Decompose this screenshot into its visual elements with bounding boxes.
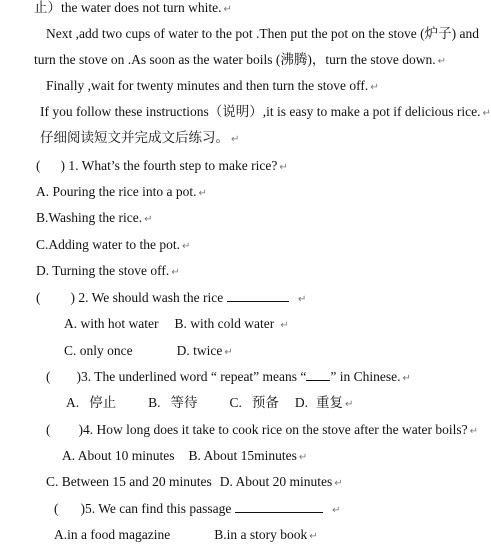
option-text: A. About 10 minutes	[62, 448, 175, 463]
option-text: C. Between 15 and 20 minutes	[46, 474, 212, 489]
return-mark-icon: ↵	[298, 452, 308, 463]
question-stem: 5. We can find this passage	[85, 501, 232, 516]
question-stem-tail: ” in Chinese.	[330, 369, 401, 384]
return-mark-icon: ↵	[345, 399, 354, 410]
instruction-line	[40, 130, 239, 148]
q1-option-a	[36, 184, 207, 202]
option-text: A.in a food magazine	[54, 527, 171, 542]
option-text: D. Turning the stove off.	[36, 263, 170, 278]
option-letter: B.	[148, 395, 161, 410]
option-text: A. Pouring the rice into a pot.	[36, 184, 197, 199]
return-mark-icon: ↵	[469, 426, 479, 437]
q4-options-row-2	[46, 474, 343, 492]
option-text: B. About 15minutes	[188, 448, 297, 463]
passage-line-3	[34, 52, 446, 70]
answer-paren-open: (	[36, 290, 41, 305]
answer-paren-open: (	[54, 501, 59, 516]
answer-blank	[306, 369, 330, 381]
return-mark-icon: ↵	[181, 241, 191, 252]
instruction-text: 仔细阅读短文并完成文后练习。	[40, 130, 229, 145]
option-text: B.in a story book	[214, 527, 308, 542]
option-letter: C.	[229, 395, 242, 410]
q1-option-d	[36, 263, 180, 281]
option-text: D. twice	[176, 343, 223, 358]
passage-line-2	[46, 26, 479, 42]
return-mark-icon: ↵	[223, 4, 232, 15]
passage-text: Finally ,wait for twenty minutes and then turn the stove off.	[46, 78, 369, 93]
question-5	[54, 501, 341, 519]
return-mark-icon: ↵	[298, 294, 307, 305]
q1-option-b	[36, 210, 153, 228]
option-text: 等待	[170, 395, 198, 410]
q3-options-row	[66, 395, 353, 413]
passage-text: Next ,add two cups of water to the pot .Then put the pot on the stove (炉子) and	[46, 26, 480, 41]
return-mark-icon: ↵	[482, 108, 491, 119]
q2-options-row-1	[64, 316, 289, 334]
q2-options-row-2	[64, 343, 233, 361]
answer-blank	[235, 501, 323, 513]
return-mark-icon: ↵	[171, 267, 180, 278]
question-2	[36, 290, 306, 308]
return-mark-icon: ↵	[402, 373, 411, 384]
return-mark-icon: ↵	[198, 188, 207, 199]
passage-line-4	[46, 78, 379, 96]
return-mark-icon: ↵	[280, 320, 289, 331]
passage-line-1	[34, 0, 232, 18]
return-mark-icon: ↵	[332, 505, 341, 516]
passage-text: 止）the water does not turn white.	[34, 0, 222, 15]
answer-paren-close: )	[78, 422, 83, 437]
return-mark-icon: ↵	[309, 531, 318, 542]
option-letter: D.	[294, 395, 309, 410]
passage-line-5	[40, 104, 491, 122]
option-text: B. with cold water	[174, 316, 275, 331]
q4-options-row-1	[62, 448, 307, 466]
return-mark-icon: ↵	[370, 82, 379, 93]
option-text: A. with hot water	[64, 316, 159, 331]
option-text: B.Washing the rice.	[36, 210, 143, 225]
passage-text: If you follow these instructions（说明）,it is easy to make a pot if delicious rice.	[40, 104, 481, 119]
question-stem: 2. We should wash the rice	[78, 290, 224, 305]
answer-paren-close: )	[60, 158, 65, 173]
option-text: 停止	[89, 395, 117, 410]
answer-paren-close: )	[70, 290, 75, 305]
answer-paren-close: )	[80, 501, 85, 516]
return-mark-icon: ↵	[437, 56, 446, 67]
passage-text: turn the stove on .As soon as the water boils (沸腾)，turn the stove down.	[34, 52, 436, 67]
answer-paren-close: )	[76, 369, 81, 384]
q1-option-c	[36, 237, 190, 255]
answer-paren-open: (	[36, 158, 41, 173]
return-mark-icon: ↵	[231, 134, 240, 145]
answer-paren-open: (	[46, 369, 51, 384]
return-mark-icon: ↵	[279, 162, 288, 173]
return-mark-icon: ↵	[334, 478, 343, 489]
option-text: 重复	[316, 395, 344, 410]
answer-paren-open: (	[46, 422, 51, 437]
q5-options-row	[54, 527, 318, 545]
question-stem: 3. The underlined word “ repeat” means “	[81, 369, 307, 384]
option-text: 预备	[251, 395, 279, 410]
return-mark-icon: ↵	[144, 214, 153, 225]
question-stem: 1. What’s the fourth step to make rice?	[68, 158, 278, 173]
answer-blank	[227, 290, 289, 302]
question-stem: 4. How long does it take to cook rice on the stove after the water boils?	[83, 422, 468, 437]
return-mark-icon: ↵	[224, 347, 233, 358]
option-text: D. About 20 minutes	[219, 474, 333, 489]
option-text: C.Adding water to the pot.	[36, 237, 180, 252]
question-3	[46, 369, 411, 387]
question-1	[36, 158, 288, 176]
option-letter: A.	[66, 395, 80, 410]
question-4	[46, 422, 478, 440]
option-text: C. only once	[64, 343, 133, 358]
